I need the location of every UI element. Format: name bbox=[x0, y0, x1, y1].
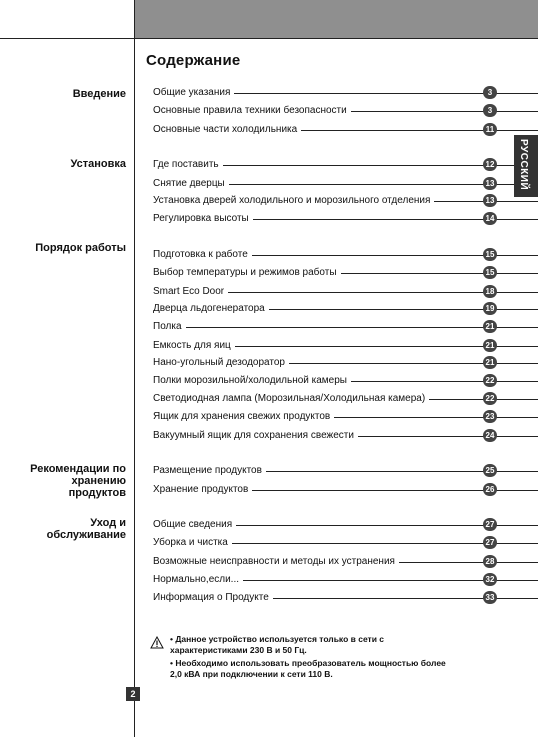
toc-entry-title: Нормально,если... bbox=[153, 573, 243, 587]
toc-entry bbox=[153, 573, 538, 587]
section-storage: Рекомендации по хранению продуктов bbox=[30, 463, 126, 499]
toc-entry-title: Подготовка к работе bbox=[153, 248, 252, 262]
toc-entry-title: Полки морозильной/холодильной камеры bbox=[153, 374, 351, 388]
column-divider bbox=[134, 0, 135, 737]
toc-entry-title: Снятие дверцы bbox=[153, 177, 229, 191]
toc-page-number: 21 bbox=[483, 339, 497, 352]
toc-entry-title: Где поставить bbox=[153, 158, 223, 172]
toc-entry bbox=[153, 429, 538, 443]
toc-entry bbox=[153, 464, 538, 478]
toc-page-number: 18 bbox=[483, 285, 497, 298]
toc-page-number: 15 bbox=[483, 248, 497, 261]
toc-page-number: 13 bbox=[483, 194, 497, 207]
page-title: Содержание bbox=[146, 52, 241, 69]
toc-page-number: 12 bbox=[483, 158, 497, 171]
toc-entry bbox=[153, 356, 538, 370]
toc-entry bbox=[153, 536, 538, 550]
toc-entry bbox=[153, 158, 538, 172]
toc-entry bbox=[153, 248, 538, 262]
toc-entry bbox=[153, 392, 538, 406]
leader-line bbox=[153, 327, 538, 328]
toc-entry bbox=[153, 591, 538, 605]
toc-entry bbox=[153, 194, 538, 208]
toc-entry bbox=[153, 374, 538, 388]
toc-page-number: 11 bbox=[483, 123, 497, 136]
toc-entry-title: Информация о Продукте bbox=[153, 591, 273, 605]
section-care: Уход и обслуживание bbox=[46, 517, 126, 541]
toc-entry bbox=[153, 285, 538, 299]
toc-entry-title: Ящик для хранения свежих продуктов bbox=[153, 410, 334, 424]
toc-page-number: 26 bbox=[483, 483, 497, 496]
toc-page-number: 32 bbox=[483, 573, 497, 586]
toc-entry-title: Возможные неисправности и методы их устранения bbox=[153, 555, 399, 569]
note-line: • Данное устройство используется только в сети с bbox=[170, 634, 385, 644]
header-left bbox=[0, 0, 135, 38]
header-divider bbox=[0, 38, 538, 39]
toc-entry bbox=[153, 483, 538, 497]
header-gray-band bbox=[135, 0, 538, 38]
toc-entry-title: Уборка и чистка bbox=[153, 536, 232, 550]
toc-entry bbox=[153, 177, 538, 191]
toc-entry bbox=[153, 212, 538, 226]
toc-page-number: 23 bbox=[483, 410, 497, 423]
toc-page-number: 15 bbox=[483, 266, 497, 279]
toc-page-number: 22 bbox=[483, 374, 497, 387]
toc-entry-title: Smart Eco Door bbox=[153, 285, 228, 299]
language-tab-label: РУССКИЙ bbox=[518, 139, 529, 191]
toc-entry-title: Установка дверей холодильного и морозильного отделения bbox=[153, 194, 434, 208]
toc-entry bbox=[153, 555, 538, 569]
note-line: характеристиками 230 В и 50 Гц. bbox=[170, 645, 307, 655]
toc-entry-title: Основные части холодильника bbox=[153, 123, 301, 137]
toc-entry-title: Хранение продуктов bbox=[153, 483, 252, 497]
toc-page-number: 14 bbox=[483, 212, 497, 225]
toc-entry-title: Регулировка высоты bbox=[153, 212, 253, 226]
section-installation: Установка bbox=[70, 158, 126, 170]
language-tab bbox=[514, 135, 538, 197]
toc-page-number: 27 bbox=[483, 518, 497, 531]
section-intro: Введение bbox=[72, 88, 126, 100]
warning-icon bbox=[150, 636, 164, 649]
toc-entry-title: Светодиодная лампа (Морозильная/Холодильная камера) bbox=[153, 392, 429, 406]
toc-page-number: 19 bbox=[483, 302, 497, 315]
toc-entry-title: Выбор температуры и режимов работы bbox=[153, 266, 341, 280]
toc-entry-title: Общие указания bbox=[153, 86, 234, 100]
toc-entry-title: Емкость для яиц bbox=[153, 339, 235, 353]
toc-entry-title: Основные правила техники безопасности bbox=[153, 104, 351, 118]
toc-entry bbox=[153, 266, 538, 280]
toc-page-number: 13 bbox=[483, 177, 497, 190]
toc-page-number: 24 bbox=[483, 429, 497, 442]
toc-entry bbox=[153, 410, 538, 424]
toc-page-number: 22 bbox=[483, 392, 497, 405]
toc-entry bbox=[153, 104, 538, 118]
toc-page-number: 27 bbox=[483, 536, 497, 549]
toc-page-number: 3 bbox=[483, 86, 497, 99]
note-line: 2,0 кВА при подключении к сети 110 В. bbox=[170, 669, 333, 679]
toc-entry-title: Общие сведения bbox=[153, 518, 236, 532]
toc-entry-title: Дверца льдогенератора bbox=[153, 302, 269, 316]
toc-entry bbox=[153, 320, 538, 334]
toc-page-number: 21 bbox=[483, 320, 497, 333]
toc-entry bbox=[153, 86, 538, 100]
toc-entry bbox=[153, 302, 538, 316]
toc-entry bbox=[153, 123, 538, 137]
toc-page-number: 21 bbox=[483, 356, 497, 369]
section-operation: Порядок работы bbox=[35, 242, 126, 254]
toc-page-number: 25 bbox=[483, 464, 497, 477]
toc-entry-title: Полка bbox=[153, 320, 186, 334]
toc-entry-title: Нано-угольный дезодоратор bbox=[153, 356, 289, 370]
toc-entry-title: Вакуумный ящик для сохранения свежести bbox=[153, 429, 358, 443]
toc-page-number: 28 bbox=[483, 555, 497, 568]
note-line: • Необходимо использовать преобразователь мощностью более bbox=[170, 658, 446, 668]
toc-entry-title: Размещение продуктов bbox=[153, 464, 266, 478]
toc-entry bbox=[153, 518, 538, 532]
toc-page-number: 3 bbox=[483, 104, 497, 117]
header-bar bbox=[0, 0, 538, 38]
toc-page-number: 33 bbox=[483, 591, 497, 604]
page-number: 2 bbox=[126, 687, 140, 701]
toc-entry bbox=[153, 339, 538, 353]
